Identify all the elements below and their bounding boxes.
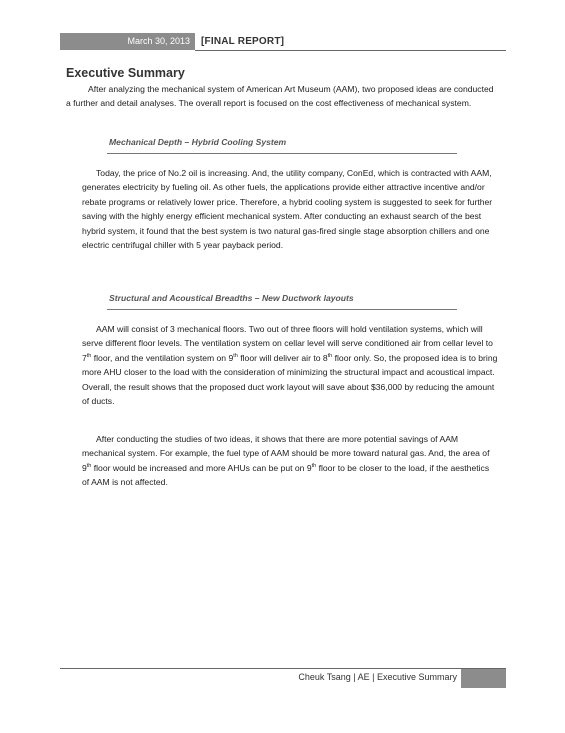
section-title: Executive Summary <box>66 66 185 80</box>
subsection-heading-breadths: Structural and Acoustical Breadths – New Ductwork layouts <box>109 293 354 303</box>
header-date: March 30, 2013 <box>60 33 195 50</box>
footer-rule <box>60 668 506 669</box>
footer-page-box <box>461 669 506 688</box>
subsection-rule <box>107 153 457 154</box>
ductwork-paragraph: AAM will consist of 3 mechanical floors. Two out of three floors will hold ventilation systems, which will serve different floor levels. The ventilation system on cellar level will serve conditioned air from cellar level to 7th floor, and the ventilation system on 9th floor will deliver air to 8th floor only. So, the proposed idea is to bring more AHU closer to the load with the consideration of minimizing the structural impact and acoustical impact. Overall, the result shows that the proposed duct work layout will save about $36,000 by reducing the amount of ducts. <box>82 324 498 407</box>
header-title: [FINAL REPORT] <box>201 36 285 47</box>
intro-paragraph: After analyzing the mechanical system of American Art Museum (AAM), two proposed ideas are conducted a further and detail analyses. The overall report is focused on the cost effectiveness of mechanical system. <box>66 84 494 109</box>
header-rule <box>195 50 506 51</box>
subsection-heading-mechanical: Mechanical Depth – Hybrid Cooling System <box>109 137 287 147</box>
footer-text: Cheuk Tsang | AE | Executive Summary <box>298 672 457 682</box>
conclusion-paragraph: After conducting the studies of two ideas, it shows that there are more potential savings of AAM mechanical system. For example, the fuel type of AAM should be more toward natural gas. And, the area of 9th floor would be increased and more AHUs can be put on 9th floor to be closer to the load, if the aesthetics of AAM is not affected. <box>82 434 490 488</box>
subsection-rule <box>107 309 457 310</box>
mechanical-paragraph: Today, the price of No.2 oil is increasing. And, the utility company, ConEd, which is contracted with AAM, generates electricity by fueling oil. As other fuels, the applications provide either attractive incentive and/or rebate programs or relatively lower price. Therefore, a hybrid cooling system is suggested to seek for further saving with the highly energy efficient mechanical system. After conducting an exhaust search of the best hybrid system, it found that the best system is two natural gas-fired single stage absorption chillers and one electric centrifugal chiller with 5 year payback period. <box>82 168 493 251</box>
